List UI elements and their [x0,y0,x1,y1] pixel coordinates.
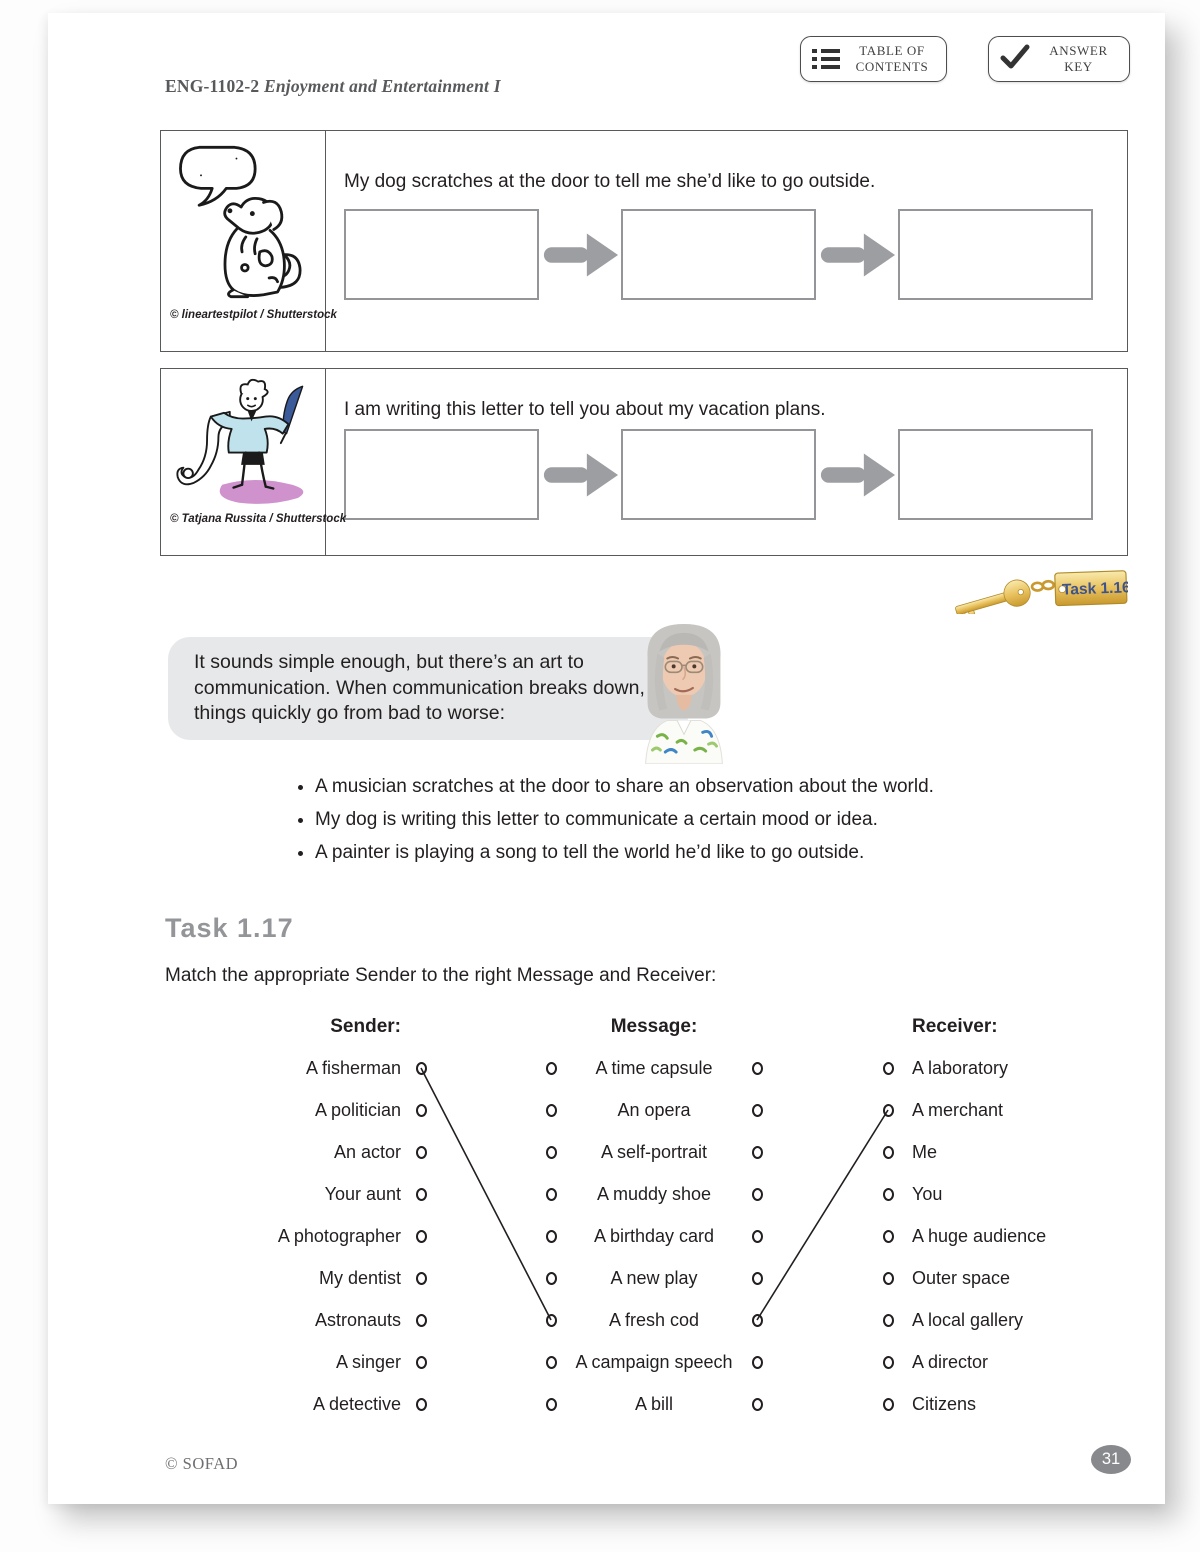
answer-box[interactable] [898,209,1093,300]
bad-communication-examples [296,776,934,875]
bullet-item: A musician scratches at the door to share an observation about the world. [296,776,934,798]
message-label: A campaign speech [575,1351,733,1372]
flow-row [344,209,1127,300]
dog-speech-bubble-illustration [173,137,313,307]
message-left-circle[interactable] [546,1146,557,1159]
arrow-right-icon [539,225,621,285]
exercise-box-1 [160,130,1128,352]
message-label: A fresh cod [608,1309,700,1330]
sender-label: A photographer [277,1225,401,1246]
list-icon [812,49,840,70]
task-key-badge[interactable] [950,564,1128,619]
receiver-label: Citizens [912,1393,977,1414]
sender-label: An actor [333,1141,401,1162]
speech-bubble-text: It sounds simple enough, but there’s an art to communication. When communication breaks down, things quickly go from bad to worse: [194,651,645,725]
receiver-label: A huge audience [912,1225,1047,1246]
receiver-column-header: Receiver: [912,1016,998,1037]
table-of-contents-button[interactable] [800,36,947,82]
teacher-photo [620,616,748,769]
message-left-circle[interactable] [546,1188,557,1201]
message-label: A bill [634,1393,674,1414]
flow-row [344,429,1127,520]
sender-circle[interactable] [416,1104,427,1117]
sender-label: Astronauts [314,1309,401,1330]
receiver-label: You [912,1183,943,1204]
answer-box[interactable] [344,429,539,520]
message-left-circle[interactable] [546,1104,557,1117]
speech-bubble [168,637,688,740]
course-code: ENG-1102-2 [165,76,260,96]
exercise-2-content [326,369,1127,555]
match-row [165,1131,1065,1173]
message-left-circle[interactable] [546,1272,557,1285]
sender-label: My dentist [318,1267,401,1288]
publisher-credit: © SOFAD [165,1454,239,1473]
course-name: Enjoyment and Entertainment I [263,76,501,96]
receiver-left-circle[interactable] [883,1146,894,1159]
bullet-item: My dog is writing this letter to communicate a certain mood or idea. [296,809,934,831]
receiver-left-circle[interactable] [883,1062,894,1075]
message-label: A muddy shoe [596,1183,712,1204]
message-column-header: Message: [610,1016,698,1037]
workbook-page [48,13,1165,1504]
match-row [165,1341,1065,1383]
arrow-right-icon [539,445,621,505]
receiver-label: A local gallery [912,1309,1024,1330]
exercise-box-2 [160,368,1128,556]
message-label: A self-portrait [600,1141,708,1162]
message-left-circle[interactable] [546,1062,557,1075]
message-left-circle[interactable] [546,1398,557,1411]
image-credit: © lineartestpilot / Shutterstock [170,309,337,321]
match-row [165,1383,1065,1425]
sender-circle[interactable] [416,1314,427,1327]
receiver-left-circle[interactable] [883,1272,894,1285]
page-number: 31 [1101,1450,1121,1468]
sender-label: Your aunt [324,1183,401,1204]
message-right-circle[interactable] [752,1146,763,1159]
task-instruction: Match the appropriate Sender to the right Message and Receiver: [165,965,717,986]
sender-circle[interactable] [416,1356,427,1369]
message-right-circle[interactable] [752,1188,763,1201]
matching-headers [165,1007,1065,1047]
exercise-2-image-cell [161,369,347,555]
sender-circle[interactable] [416,1188,427,1201]
answer-key-button[interactable] [988,36,1130,82]
bullet-item: A painter is playing a song to tell the world he’d like to go outside. [296,842,934,864]
match-row [165,1047,1065,1089]
receiver-left-circle[interactable] [883,1356,894,1369]
match-row [165,1299,1065,1341]
task-heading: Task 1.17 [165,913,294,943]
message-right-circle[interactable] [752,1104,763,1117]
writer-quill-scroll-illustration [167,375,319,515]
message-right-circle[interactable] [752,1398,763,1411]
sender-circle[interactable] [416,1398,427,1411]
exercise-1-content [326,131,1127,351]
message-label: A new play [610,1267,698,1288]
sender-label: A politician [314,1099,401,1120]
message-left-circle[interactable] [546,1230,557,1243]
message-label: A birthday card [593,1225,715,1246]
exercise-sentence: I am writing this letter to tell you about my vacation plans. [344,399,826,420]
message-right-circle[interactable] [752,1062,763,1075]
receiver-left-circle[interactable] [883,1188,894,1201]
answer-box[interactable] [344,209,539,300]
sender-circle[interactable] [416,1062,427,1075]
page-title [165,76,501,97]
receiver-label: Me [912,1141,938,1162]
toc-button-label: TABLE OF CONTENTS [855,42,929,74]
arrow-right-icon [816,225,898,285]
task-badge-label: Task 1.16 [1061,579,1128,599]
sender-label: A fisherman [305,1057,401,1078]
message-right-circle[interactable] [752,1314,763,1327]
answer-key-button-label: ANSWER KEY [1049,42,1108,74]
message-right-circle[interactable] [752,1272,763,1285]
receiver-label: Outer space [912,1267,1011,1288]
answer-box[interactable] [621,429,816,520]
exercise-sentence: My dog scratches at the door to tell me she’d like to go outside. [344,171,876,192]
sender-label: A detective [312,1393,401,1414]
receiver-left-circle[interactable] [883,1230,894,1243]
message-left-circle[interactable] [546,1314,557,1327]
match-row [165,1215,1065,1257]
receiver-left-circle[interactable] [883,1314,894,1327]
matching-exercise [165,1007,1065,1425]
sender-column-header: Sender: [330,1016,401,1037]
receiver-label: A laboratory [912,1057,1009,1078]
sender-circle[interactable] [416,1230,427,1243]
receiver-label: A merchant [912,1099,1004,1120]
checkmark-icon [1000,44,1030,75]
match-row [165,1089,1065,1131]
key-icon [950,564,1128,614]
message-label: A time capsule [595,1057,713,1078]
sender-circle[interactable] [416,1272,427,1285]
message-left-circle[interactable] [546,1356,557,1369]
receiver-label: A director [912,1351,989,1372]
match-row [165,1257,1065,1299]
page-number-badge [1091,1445,1131,1474]
receiver-left-circle[interactable] [883,1104,894,1117]
message-right-circle[interactable] [752,1356,763,1369]
answer-box[interactable] [898,429,1093,520]
receiver-left-circle[interactable] [883,1398,894,1411]
image-credit: © Tatjana Russita / Shutterstock [170,513,347,525]
sender-circle[interactable] [416,1146,427,1159]
answer-box[interactable] [621,209,816,300]
message-label: An opera [617,1099,691,1120]
exercise-1-image-cell [161,131,337,351]
arrow-right-icon [816,445,898,505]
match-row [165,1173,1065,1215]
sender-label: A singer [335,1351,401,1372]
message-right-circle[interactable] [752,1230,763,1243]
